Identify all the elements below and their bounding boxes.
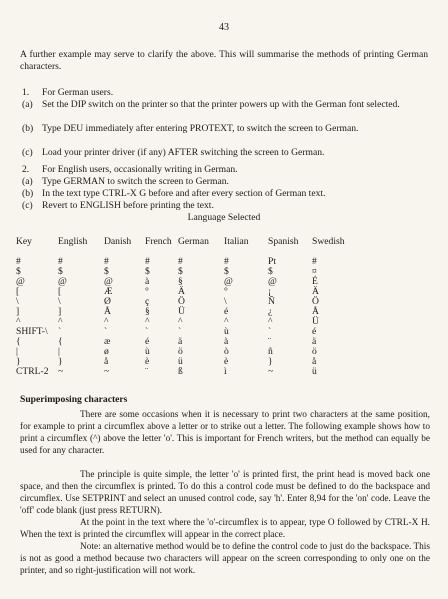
- table-cell: Ä: [312, 286, 319, 297]
- table-cell: å: [104, 356, 109, 367]
- table-cell: Ä: [178, 286, 185, 297]
- table-cell: æ: [104, 336, 111, 347]
- table-cell: }: [58, 356, 63, 367]
- page-number: 43: [219, 22, 229, 33]
- table-cell: Æ: [104, 286, 113, 297]
- table-cell: å: [312, 356, 317, 367]
- table-cell: @: [16, 276, 25, 287]
- table-cell: ^: [268, 316, 273, 327]
- table-cell: ö: [312, 346, 317, 357]
- table-cell: \: [16, 296, 19, 307]
- table-cell: é: [224, 306, 229, 317]
- table-cell: à: [145, 276, 150, 287]
- table-cell: Ñ: [268, 296, 275, 307]
- table-cell: ^: [16, 316, 21, 327]
- table-cell: Ø: [104, 296, 111, 307]
- table-cell: $: [268, 266, 273, 277]
- table-cell: \: [224, 296, 227, 307]
- table-cell: ø: [104, 346, 109, 357]
- table-cell: #: [178, 256, 183, 267]
- table-cell: Ü: [178, 306, 185, 317]
- table-cell: Ö: [178, 296, 185, 307]
- table-header-cell: Italian: [224, 236, 249, 247]
- table-cell: ~: [104, 366, 110, 377]
- table-cell: é: [145, 336, 150, 347]
- table-cell: {: [16, 336, 21, 347]
- table-cell: ù: [224, 326, 229, 337]
- table-cell: §: [178, 276, 183, 287]
- table-cell: CTRL-2: [16, 366, 49, 377]
- intro-paragraph: A further example may serve to clarify the above. This will summarise the methods of printing German characters.: [20, 49, 428, 73]
- paragraph-text: There are some occasions when it is necessary to print two characters at the same position, for example to print a circumflex above a letter or to strike out a letter. The following example shows how to print a circumflex (^) above the letter 'o'. This is important for French writers, but the method can equally be used for any character.: [20, 410, 430, 456]
- step-label: (c): [22, 200, 33, 211]
- body-paragraph: [20, 410, 430, 458]
- table-cell: ä: [312, 336, 317, 347]
- table-cell: ¿: [268, 306, 273, 317]
- step-label: (a): [22, 176, 33, 187]
- table-cell: ^: [224, 316, 229, 327]
- table-cell: #: [58, 256, 63, 267]
- table-cell: ]: [16, 306, 20, 317]
- table-cell: ]: [58, 306, 62, 317]
- table-header-cell: Danish: [104, 236, 132, 247]
- table-header-cell: French: [145, 236, 172, 247]
- table-cell: #: [145, 256, 150, 267]
- table-cell: `: [104, 326, 108, 337]
- step-label: (b): [22, 123, 34, 134]
- table-cell: é: [312, 326, 317, 337]
- table-cell: è: [224, 356, 229, 367]
- paragraph-text: At the point in the text where the 'o'-circumflex is to appear, type O followed by CTRL-X H. When the text is printed the circumflex will appear in the correct place.: [20, 518, 430, 540]
- table-cell: ü: [312, 366, 317, 377]
- step-text: Set the DIP switch on the printer so that the printer powers up with the German font selected.: [42, 99, 400, 110]
- table-cell: ~: [268, 366, 274, 377]
- body-paragraph: [20, 518, 430, 542]
- list-heading: For English users, occasionally writing in German.: [42, 164, 238, 175]
- table-cell: ñ: [268, 346, 273, 357]
- table-cell: ü: [178, 356, 183, 367]
- table-cell: ù: [145, 346, 150, 357]
- table-cell: $: [16, 266, 21, 277]
- paragraph-text: The principle is quite simple, the letter 'o' is printed first, the print head is moved back one space, and then the circumflex is printed. To do this a control code must be defined to do the backspace and circumflex. Use SETPRINT and select an unused control code, say 'h'. Enter 8,94 for the 'on' code. Leave the 'off' code blank (just press RETURN).: [20, 470, 430, 516]
- table-cell: [: [16, 286, 20, 297]
- table-cell: Ü: [312, 316, 319, 327]
- table-cell: ¤: [312, 266, 317, 277]
- table-cell: Å: [104, 306, 111, 317]
- table-cell: ^: [58, 316, 63, 327]
- table-cell: ~: [58, 366, 64, 377]
- table-cell: \: [58, 296, 61, 307]
- table-header-cell: English: [58, 236, 88, 247]
- table-cell: ä: [178, 336, 183, 347]
- step-label: (b): [22, 188, 34, 199]
- list-number: 2.: [22, 164, 30, 175]
- table-cell: `: [178, 326, 182, 337]
- table-cell: °: [145, 286, 149, 297]
- table-cell: É: [312, 276, 318, 287]
- table-cell: $: [178, 266, 183, 277]
- step-label: (a): [22, 99, 33, 110]
- table-header-cell: German: [178, 236, 209, 247]
- table-cell: |: [16, 346, 18, 357]
- table-cell: $: [145, 266, 150, 277]
- table-cell: `: [145, 326, 149, 337]
- table-cell: [: [58, 286, 62, 297]
- table-cell: ^: [145, 316, 150, 327]
- table-cell: @: [58, 276, 67, 287]
- table-cell: `: [268, 326, 272, 337]
- table-cell: ¨: [268, 336, 272, 347]
- table-cell: $: [224, 266, 229, 277]
- step-text: Revert to ENGLISH before printing the text.: [42, 200, 214, 211]
- table-header-cell: Spanish: [268, 236, 299, 247]
- table-cell: }: [268, 356, 273, 367]
- table-cell: Pt: [268, 256, 277, 267]
- table-title: Language Selected: [187, 212, 261, 223]
- table-cell: |: [58, 346, 60, 357]
- table-cell: $: [104, 266, 109, 277]
- step-label: (c): [22, 147, 33, 158]
- table-cell: à: [224, 336, 229, 347]
- table-cell: #: [312, 256, 317, 267]
- table-cell: ß: [178, 366, 183, 377]
- table-cell: `: [58, 326, 62, 337]
- table-cell: @: [224, 276, 233, 287]
- table-cell: #: [224, 256, 229, 267]
- table-cell: ò: [224, 346, 229, 357]
- table-cell: Å: [312, 306, 319, 317]
- table-cell: SHIFT-\: [16, 326, 48, 337]
- table-cell: {: [58, 336, 63, 347]
- body-paragraph: [20, 470, 430, 518]
- list-heading: For German users.: [42, 87, 114, 98]
- table-header-cell: Swedish: [312, 236, 345, 247]
- table-cell: è: [145, 356, 150, 367]
- table-cell: #: [16, 256, 21, 267]
- table-header-cell: Key: [16, 236, 32, 247]
- table-cell: ç: [145, 296, 150, 307]
- step-text: Type DEU immediately after entering PROTEXT, to switch the screen to German.: [42, 123, 359, 134]
- step-text: Load your printer driver (if any) AFTER switching the screen to German.: [42, 147, 325, 158]
- table-cell: ì: [224, 366, 227, 377]
- table-cell: $: [58, 266, 63, 277]
- table-cell: }: [16, 356, 21, 367]
- section-title: Superimposing characters: [20, 394, 128, 405]
- step-text: In the text type CTRL-X G before and after every section of German text.: [42, 188, 326, 199]
- table-cell: ö: [178, 346, 183, 357]
- table-cell: °: [224, 286, 228, 297]
- table-cell: @: [104, 276, 113, 287]
- table-cell: ^: [178, 316, 183, 327]
- table-cell: ¡: [268, 286, 272, 297]
- table-cell: ^: [104, 316, 109, 327]
- paragraph-text: Note: an alternative method would be to define the control code to just do the backspace. This is not as good a method because two characters will appear on the screen corresponding to only one on the printer, and so right-justification will not work.: [20, 542, 430, 576]
- body-paragraph: [20, 542, 430, 578]
- table-cell: Ö: [312, 296, 319, 307]
- list-number: 1.: [22, 87, 30, 98]
- table-cell: #: [104, 256, 109, 267]
- table-cell: ¨: [145, 366, 149, 377]
- table-cell: §: [145, 306, 150, 317]
- table-cell: @: [268, 276, 277, 287]
- step-text: Type GERMAN to switch the screen to German.: [42, 176, 229, 187]
